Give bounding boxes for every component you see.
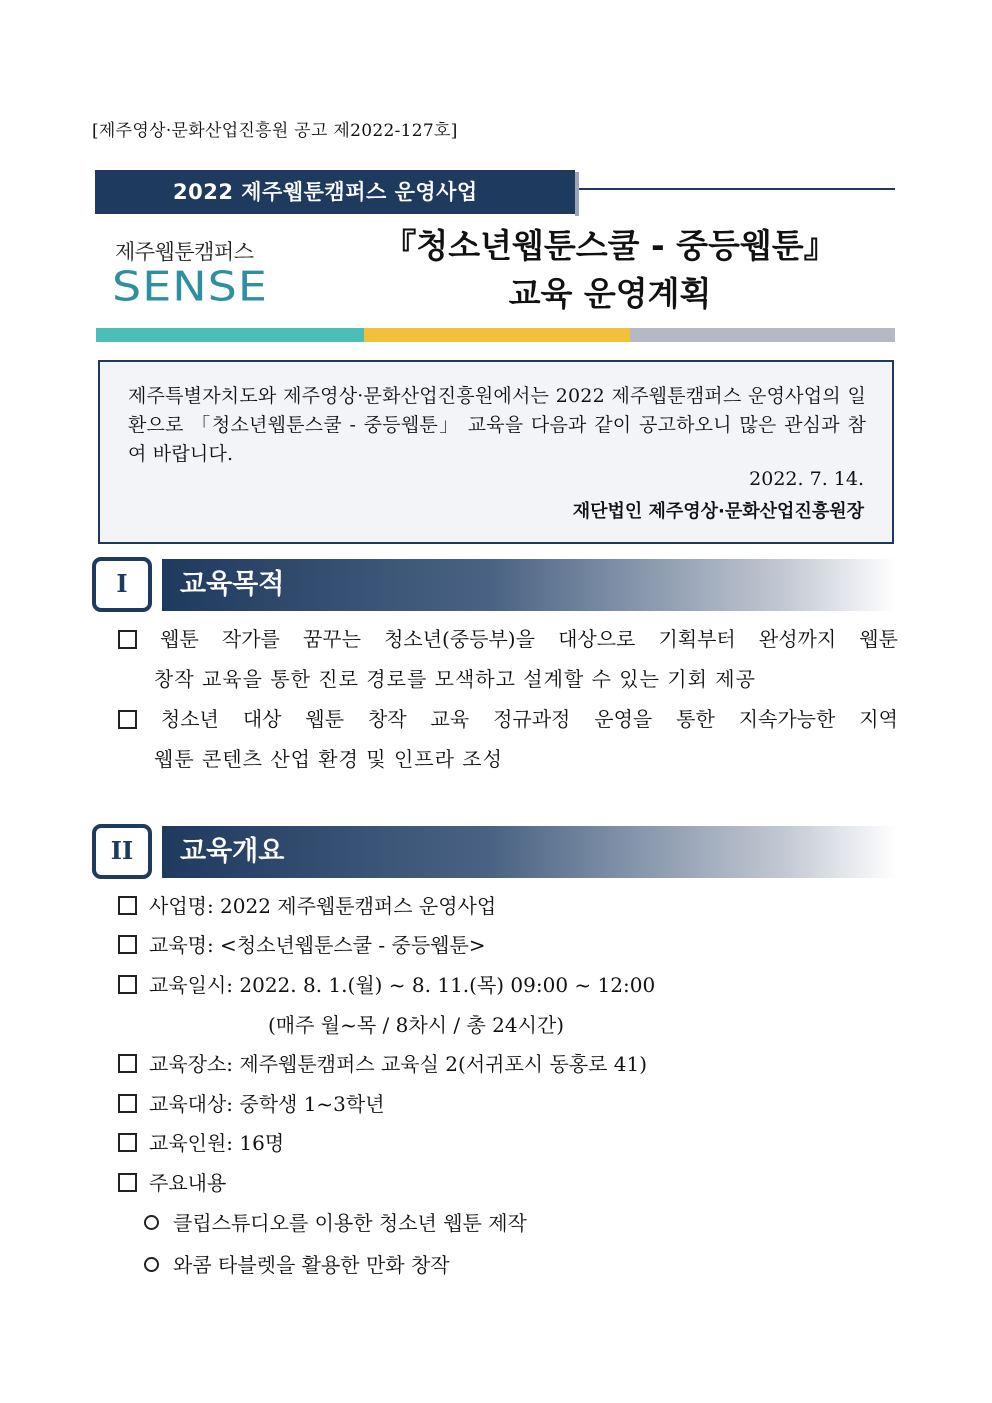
purpose-word: 통한 [676, 707, 715, 731]
section-2-title: 교육개요 [162, 826, 896, 878]
announcement-date: 2022. 7. 14. [749, 468, 864, 490]
purpose-word: 기획부터 [658, 627, 736, 651]
purpose-word: 지속가능한 [738, 707, 836, 731]
overview-item-text: 교육인원: 16명 [149, 1131, 285, 1155]
notice-number: [제주영상·문화산업진흥원 공고 제2022-127호] [92, 121, 458, 141]
overview-item-text: 교육장소: 제주웹툰캠퍼스 교육실 2(서귀포시 동홍로 41) [149, 1052, 648, 1076]
overview-item [118, 1170, 226, 1196]
checkbox-icon [118, 630, 137, 649]
color-bar-yellow [364, 328, 630, 342]
checkbox-icon [118, 975, 137, 994]
purpose-item-2-line-1 [118, 699, 898, 739]
color-bar-teal [96, 328, 364, 342]
project-banner: 2022 제주웹툰캠퍼스 운영사업 [95, 170, 575, 214]
announcement-body: 제주특별자치도와 제주영상·문화산업진흥원에서는 2022 제주웹툰캠퍼스 운영사업의 일환으로 「청소년웹툰스쿨 - 중등웹툰」 교육을 다음과 같이 공고하오니 많은 관심과 참여 바랍니다. [128, 385, 866, 465]
purpose-word: 정규과정 [493, 707, 571, 731]
overview-item-text: 교육명: <청소년웹툰스쿨 - 중등웹툰> [149, 933, 486, 957]
checkbox-icon [118, 1054, 137, 1073]
overview-item-text: 교육일시: 2022. 8. 1.(월) ~ 8. 11.(목) 09:00 ~ 12:00 [149, 973, 656, 997]
title-line-2: 교육 운영계획 [508, 274, 712, 313]
circle-bullet-icon [144, 1215, 159, 1230]
checkbox-icon [118, 1133, 137, 1152]
page-title [340, 222, 880, 318]
overview-item [118, 972, 655, 998]
overview-item [118, 1130, 284, 1156]
purpose-item-1-line-2: 창작 교육을 통한 진로 경로를 모색하고 설계할 수 있는 기회 제공 [154, 667, 756, 691]
purpose-word: 지역 [859, 707, 898, 731]
announcement-box [98, 360, 894, 544]
purpose-item-1-line-1 [118, 619, 898, 659]
overview-item-text: 주요내용 [149, 1171, 227, 1195]
section-1-title: 교육목적 [162, 559, 896, 611]
purpose-word: 웹툰 [160, 627, 199, 651]
purpose-word: 운영을 [594, 707, 653, 731]
title-line-1: 『청소년웹툰스쿨 - 중등웹툰』 [383, 226, 837, 265]
overview-item-text: 교육대상: 중학생 1~3학년 [149, 1092, 385, 1116]
banner-rule [579, 188, 895, 190]
purpose-word: 교육 [430, 707, 470, 731]
checkbox-icon [118, 935, 137, 954]
purpose-word: 창작 [367, 707, 407, 731]
content-item [144, 1210, 527, 1236]
purpose-word: 꿈꾸는 [302, 627, 361, 651]
checkbox-icon [118, 896, 137, 915]
overview-item-text: 사업명: 2022 제주웹툰캠퍼스 운영사업 [149, 894, 497, 918]
overview-item [118, 1091, 385, 1117]
color-bar-gray [630, 328, 895, 342]
purpose-word: 청소년(중등부)을 [384, 627, 535, 651]
content-item-text: 클립스튜디오를 이용한 청소년 웹툰 제작 [173, 1211, 527, 1235]
purpose-word: 청소년 [160, 707, 219, 731]
purpose-word: 대상 [242, 707, 282, 731]
overview-item [118, 932, 486, 958]
checkbox-icon [118, 1094, 137, 1113]
purpose-item-2-line-2: 웹툰 콘텐츠 산업 환경 및 인프라 조성 [154, 747, 503, 771]
banner-shadow [575, 172, 579, 216]
overview-item [118, 893, 496, 919]
schedule-note: (매주 월~목 / 8차시 / 총 24시간) [268, 1013, 565, 1037]
purpose-word: 작가를 [221, 627, 280, 651]
checkbox-icon [118, 1173, 137, 1192]
purpose-word: 웹툰 [859, 627, 898, 651]
purpose-word: 대상으로 [558, 627, 636, 651]
sense-logo: SENSE [112, 262, 268, 311]
circle-bullet-icon [144, 1257, 159, 1272]
checkbox-icon [118, 710, 137, 729]
overview-item [118, 1051, 647, 1077]
announcement-issuer: 재단법인 제주영상·문화산업진흥원장 [572, 501, 864, 522]
purpose-item-1 [118, 619, 898, 699]
purpose-item-2 [118, 699, 898, 779]
purpose-word: 웹툰 [305, 707, 345, 731]
section-2-number: II [92, 824, 152, 879]
content-item-text: 와콤 타블렛을 활용한 만화 창작 [173, 1253, 450, 1277]
purpose-word: 완성까지 [758, 627, 837, 651]
section-1-number: I [92, 557, 152, 612]
logo-caption: 제주웹툰캠퍼스 [115, 240, 254, 264]
content-item [144, 1252, 450, 1278]
